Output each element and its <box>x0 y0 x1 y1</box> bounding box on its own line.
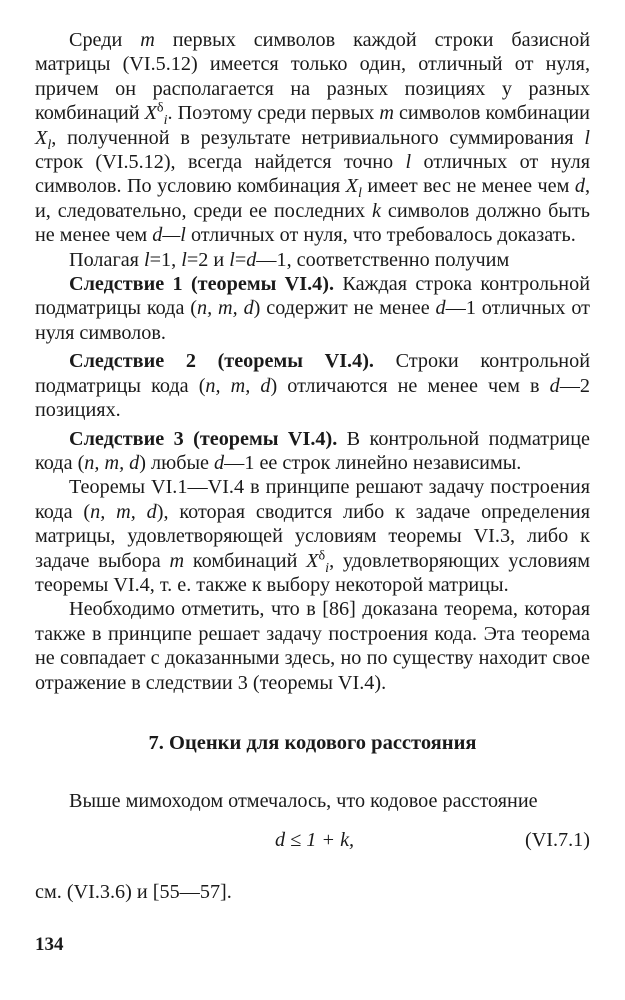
paragraph-code-distance: Выше мимоходом отмечалось, что кодовое расстояние <box>69 790 538 813</box>
paragraph-setting-l: Полагая l=1, l=2 и l=d—1, соответственно получим <box>69 248 510 271</box>
page-number: 134 <box>35 934 64 955</box>
page-body <box>35 28 590 904</box>
corollary-1: Следствие 1 (теоремы VI.4). Каждая строка контрольной подматрицы кода (n, m, d) содержит не менее d—1 отличных от нуля символов. <box>35 273 590 344</box>
formula-number: (VI.7.1) <box>524 828 590 851</box>
paragraph-proof-end: Среди m первых символов каждой строки базисной матрицы (VI.5.12) имеется только один, отличный от нуля, причем он располагается на разных позициях у разных комбинаций $X^\delta_i$. Поэтому среди первых m символов комбинации $X_l$, полученной в результате нетривиального суммирования l строк (VI.5.12), всегда найдется точно l отличных от нуля символов. По условию комбинация $X_l$ имеет вес не менее чем d, и, следовательно, среди ее последних k символов должно быть не менее чем d—l отличных от нуля, что требовалось доказать. <box>35 29 591 247</box>
formula-expression: d ≤ 1 + k, <box>275 828 355 851</box>
section-heading: 7. Оценки для кодового расстояния <box>148 731 477 754</box>
paragraph-reference: Необходимо отметить, что в [86] доказана теорема, которая также в принципе решает задачу построения кода. Эта теорема не совпадает с доказанными здесь, но по существу находит свое отражение в следствии 3 (теоремы VI.4). <box>35 598 590 694</box>
paragraph-theorems: Теоремы VI.1—VI.4 в принципе решают задачу построения кода (n, m, d), которая сводится либо к задаче определения матрицы, удовлетворяющей условиям теоремы VI.3, либо к задаче выбора m комбинаций $X^\delta_i$, удовлетворяющих условиям теоремы VI.4, т. е. также к выбору некоторой матрицы. <box>35 476 590 596</box>
corollary-2: Следствие 2 (теоремы VI.4). Строки контрольной подматрицы кода (n, m, d) отличаются не менее чем в d—2 позициях. <box>35 350 591 422</box>
corollary-3: Следствие 3 (теоремы VI.4). В контрольной подматрице кода (n, m, d) любые d—1 ее строк линейно независимы. <box>35 427 590 474</box>
formula-vi-7-1 <box>35 828 590 858</box>
paragraph-see-also: см. (VI.3.6) и [55—57]. <box>35 880 232 903</box>
